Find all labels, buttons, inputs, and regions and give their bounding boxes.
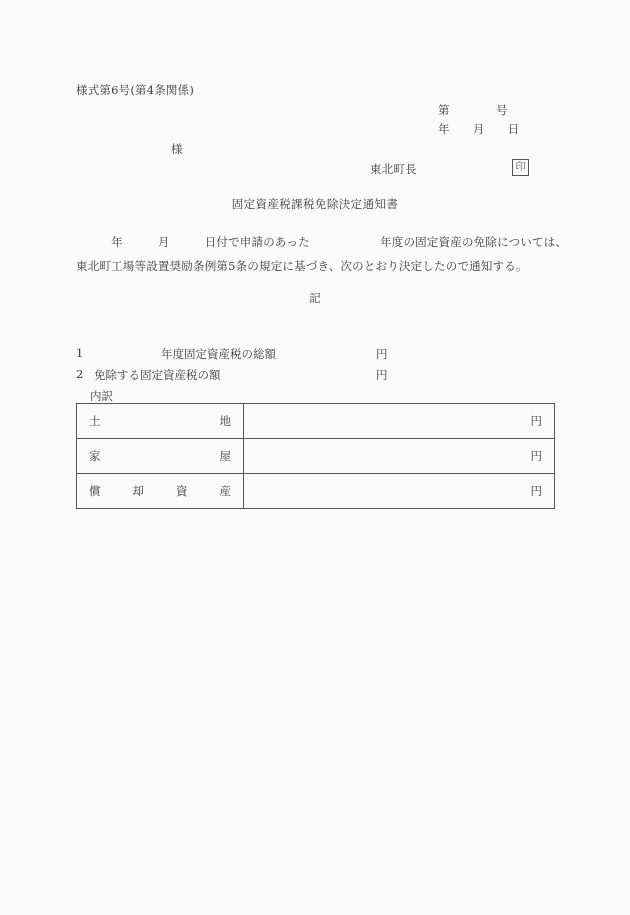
seal-stamp-icon: 印 bbox=[512, 159, 529, 176]
table-cell-value[interactable] bbox=[244, 474, 555, 509]
value-unit: 円 bbox=[530, 484, 542, 498]
label-char: 資 bbox=[176, 484, 188, 498]
table-row bbox=[77, 474, 555, 509]
list-item-unit: 円 bbox=[376, 368, 388, 382]
value-unit: 円 bbox=[530, 414, 542, 428]
body-text-line-1: 年 月 日付で申請のあった 年度の固定資産の免除については、 bbox=[76, 235, 568, 249]
issuer-name: 東北町長 bbox=[370, 162, 417, 176]
table-cell-value[interactable] bbox=[244, 404, 555, 439]
label-char: 屋 bbox=[219, 449, 231, 463]
table-cell-label bbox=[77, 474, 244, 509]
list-item-total-tax bbox=[76, 346, 556, 362]
label-char: 家 bbox=[89, 449, 101, 463]
list-item-number: 2 bbox=[76, 367, 84, 381]
form-number: 様式第6号(第4条関係) bbox=[76, 83, 195, 97]
label-char: 償 bbox=[89, 484, 101, 498]
table-row bbox=[77, 439, 555, 474]
label-char: 却 bbox=[132, 484, 144, 498]
list-item-number: 1 bbox=[76, 346, 84, 360]
list-item-unit: 円 bbox=[376, 347, 388, 361]
label-char: 産 bbox=[219, 484, 231, 498]
document-number-line: 第 号 bbox=[438, 103, 508, 117]
table-cell-label bbox=[77, 404, 244, 439]
depreciable-assets-label bbox=[89, 483, 231, 499]
addressee-suffix: 様 bbox=[171, 142, 183, 156]
page-title: 固定資産税課税免除決定通知書 bbox=[231, 197, 399, 211]
list-item-label: 年度固定資産税の総額 bbox=[138, 347, 276, 361]
table-cell-value[interactable] bbox=[244, 439, 555, 474]
list-item-exempt-tax bbox=[76, 367, 556, 383]
land-label bbox=[89, 413, 231, 429]
body-text-line-2: 東北町工場等設置奨励条例第5条の規定に基づき、次のとおり決定したので通知する。 bbox=[76, 259, 528, 273]
breakdown-heading: 内訳 bbox=[90, 389, 113, 403]
ki-mark: 記 bbox=[309, 291, 321, 305]
list-item-label: 免除する固定資産税の額 bbox=[94, 368, 221, 382]
document-date-line: 年 月 日 bbox=[438, 122, 520, 136]
house-label bbox=[89, 448, 231, 464]
breakdown-table bbox=[76, 403, 555, 509]
label-char: 地 bbox=[219, 414, 231, 428]
table-row bbox=[77, 404, 555, 439]
label-char: 土 bbox=[89, 414, 101, 428]
value-unit: 円 bbox=[530, 449, 542, 463]
table-cell-label bbox=[77, 439, 244, 474]
